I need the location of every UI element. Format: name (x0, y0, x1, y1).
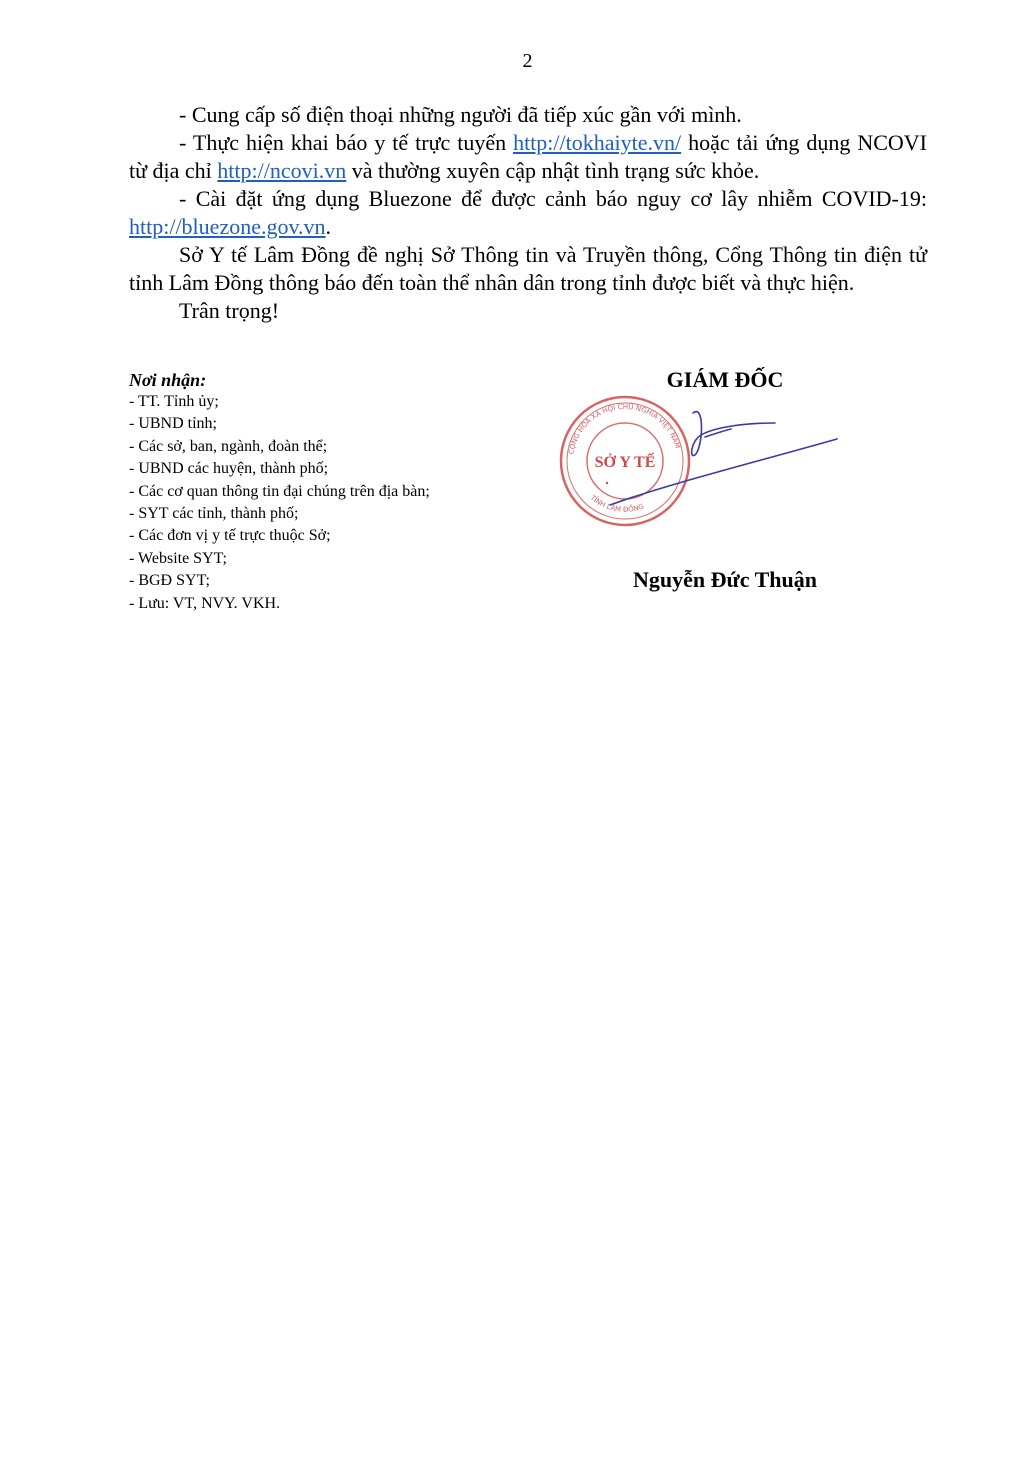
text-segment: và thường xuyên cập nhật tình trạng sức khỏe. (346, 158, 760, 183)
link-tokhaiyte[interactable]: http://tokhaiyte.vn/ (513, 130, 682, 155)
text-segment: - Cài đặt ứng dụng Bluezone để được cảnh báo nguy cơ lây nhiễm COVID-19: (179, 186, 927, 211)
recipient-item: - Các đơn vị y tế trực thuộc Sở; (129, 527, 331, 545)
signature-block (555, 365, 895, 615)
recipient-item: - Các cơ quan thông tin đại chúng trên địa bàn; (129, 482, 430, 500)
recipient-item: - BGĐ SYT; (129, 572, 210, 590)
seal-ring-bottom-text: TỈNH LÂM ĐỒNG (588, 493, 645, 514)
link-ncovi[interactable]: http://ncovi.vn (217, 158, 347, 183)
seal-stamp (561, 397, 689, 525)
signer-title: GIÁM ĐỐC (666, 367, 784, 392)
text-segment: . (325, 214, 332, 239)
signer-name: Nguyễn Đức Thuận (633, 567, 817, 592)
paragraph-closing: Trân trọng! (179, 298, 280, 323)
recipient-item: - Lưu: VT, NVY. VKH. (129, 594, 281, 612)
recipient-item: - SYT các tỉnh, thành phố; (129, 505, 299, 523)
official-seal-and-signature (555, 393, 855, 533)
paragraph-health-declaration (129, 129, 927, 185)
recipient-item: - UBND các huyện, thành phố; (129, 460, 329, 478)
recipient-item: - Website SYT; (129, 549, 227, 567)
recipients-heading: Nơi nhận: (129, 370, 207, 390)
recipient-item: - Các sở, ban, ngành, đoàn thể; (129, 437, 328, 455)
link-bluezone[interactable]: http://bluezone.gov.vn (129, 214, 326, 239)
recipients-block (129, 369, 559, 615)
recipients-list (129, 391, 559, 615)
recipient-item: - UBND tỉnh; (129, 415, 217, 433)
text-segment: - Thực hiện khai báo y tế trực tuyến (179, 130, 514, 155)
document-body (129, 101, 927, 325)
seal-ring-top-text: CỘNG HÒA XÃ HỘI CHỦ NGHĨA VIỆT NAM (567, 402, 682, 455)
paragraph-bluezone (129, 185, 927, 241)
paragraph-contact-info: - Cung cấp số điện thoại những người đã tiếp xúc gần với mình. (179, 102, 742, 127)
seal-center-text: SỞ Y TẾ (594, 454, 656, 471)
page-number: 2 (522, 50, 533, 72)
recipient-item: - TT. Tỉnh ủy; (129, 393, 219, 410)
paragraph-request: Sở Y tế Lâm Đồng đề nghị Sở Thông tin và Truyền thông, Cổng Thông tin điện tử tỉnh Lâm Đồng thông báo đến toàn thể nhân dân trong tỉnh được biết và thực hiện. (129, 242, 927, 295)
text-segment: hoặc tải ứng dụng NCOVI từ địa chỉ (129, 130, 927, 183)
